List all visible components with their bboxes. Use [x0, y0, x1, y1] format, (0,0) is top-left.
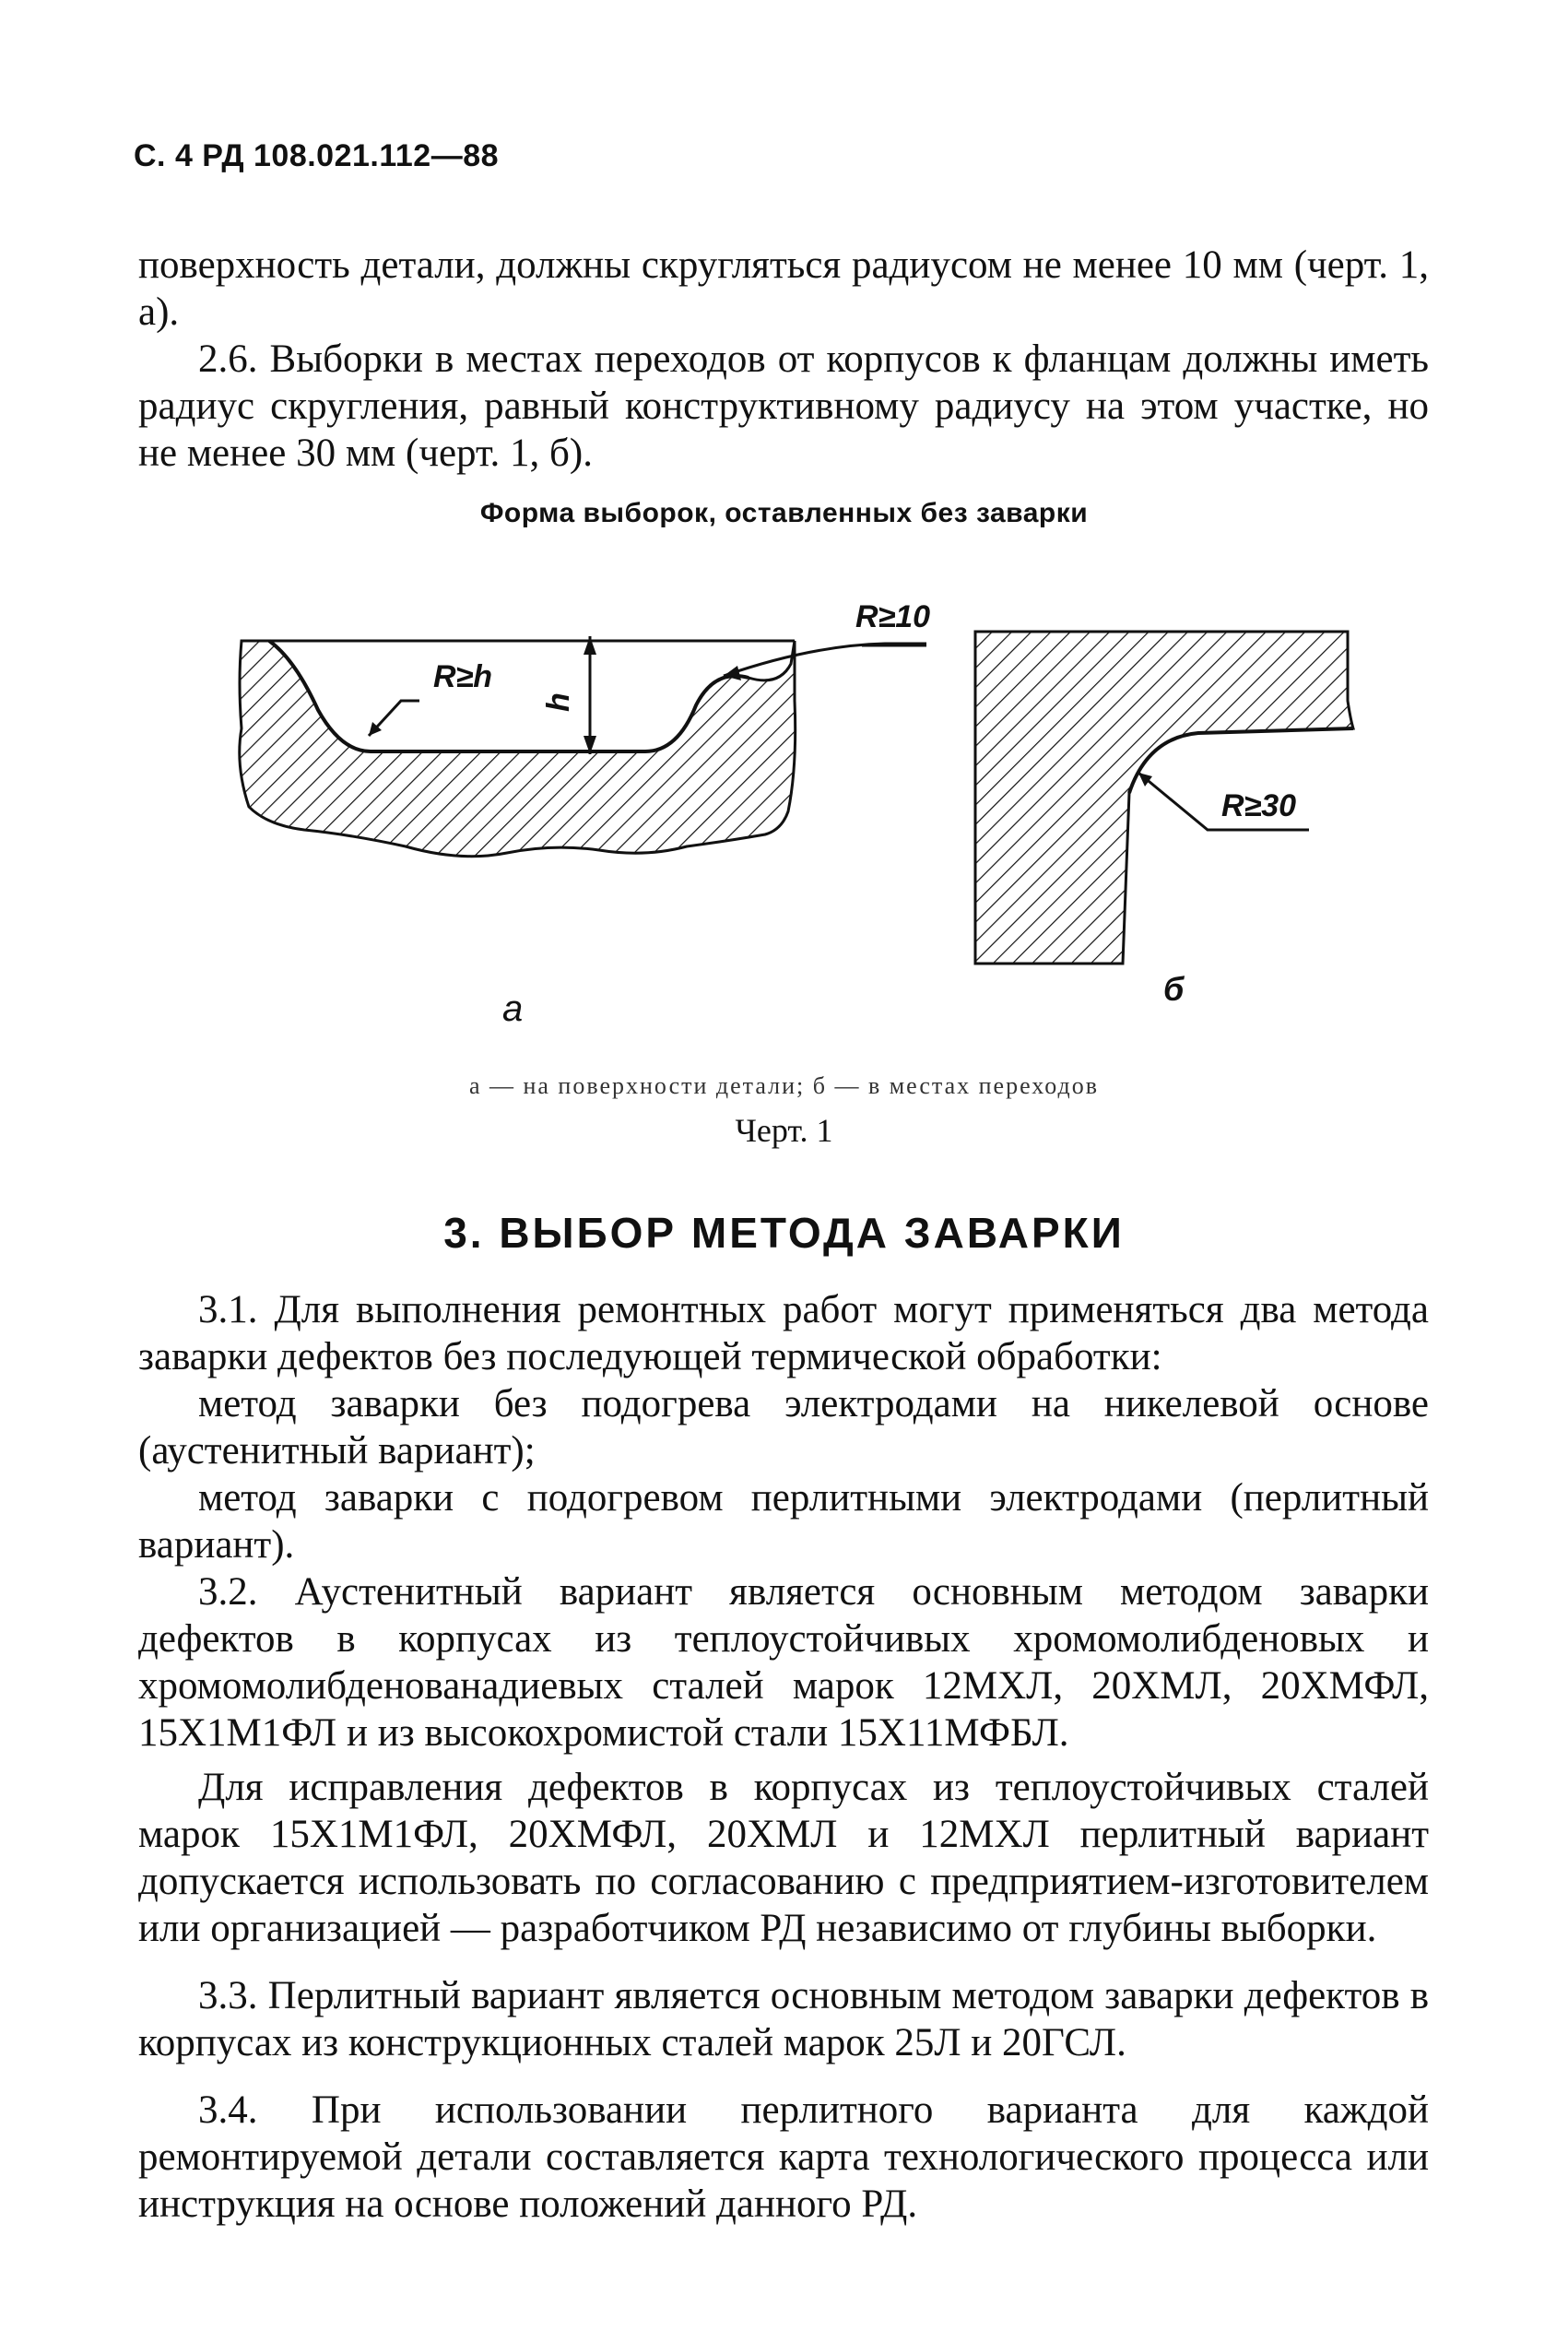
section-title: 3. ВЫБОР МЕТОДА ЗАВАРКИ: [443, 1209, 1125, 1257]
paragraph-3-1: 3.1. Для выполнения ремонтных работ могут применяться два метода заварки дефектов без последующей термической обработки:: [138, 1288, 1429, 1378]
subfigure-label-a: а: [502, 988, 524, 1029]
figure-number: Черт. 1: [735, 1112, 833, 1149]
paragraph-3-3: 3.3. Перлитный вариант является основным методом заварки дефектов в корпусах из конструкционных сталей марок 25Л и 20ГСЛ.: [138, 1974, 1429, 2064]
paragraph-3-2-b: Для исправления дефектов в корпусах из теплоустойчивых сталей марок 15Х1М1ФЛ, 20ХМФЛ, 20ХМЛ и 12МХЛ перлитный вариант допускается использовать по согласованию с предприятием-изготовителем или организацией — разработчиком РД независимо от глубины выборки.: [138, 1766, 1429, 1950]
label-r-h: R≥h: [433, 659, 492, 694]
figure-a-part: [240, 636, 926, 857]
label-r-10: R≥10: [855, 599, 931, 634]
subfigure-label-b: б: [1163, 970, 1185, 1008]
paragraph-continuation: поверхность детали, должны скругляться радиусом не менее 10 мм (черт. 1, а).: [138, 243, 1429, 334]
figure-title: Форма выборок, оставленных без заварки: [479, 498, 1089, 528]
section-3-text: [138, 1286, 1429, 2228]
figure-drawing: [0, 0, 1568, 1060]
page-header: С. 4 РД 108.021.112—88: [134, 138, 500, 173]
paragraph-3-1-a: метод заварки без подогрева электродами на никелевой основе (аустенитный вариант);: [138, 1382, 1429, 1473]
paragraph-2-6: 2.6. Выборки в местах переходов от корпусов к фланцам должны иметь радиус скругления, равный конструктивному радиусу на этом участке, но не менее 30 мм (черт. 1, б).: [138, 337, 1429, 475]
paragraph-3-2: 3.2. Аустенитный вариант является основным методом заварки дефектов в корпусах из теплоустойчивых хромомолибденовых и хромомолибденованадиевых сталей марок 12МХЛ, 20ХМЛ, 20ХМФЛ, 15Х1М1ФЛ и из высокохромистой стали 15Х11МФБЛ.: [138, 1570, 1429, 1755]
label-h: h: [541, 692, 576, 712]
paragraph-3-4: 3.4. При использовании перлитного варианта для каждой ремонтируемой детали составляется карта технологического процесса или инструкция на основе положений данного РД.: [138, 2088, 1429, 2226]
figure-caption: а — на поверхности детали; б — в местах переходов: [468, 1072, 1100, 1099]
figure-b-part: [975, 632, 1353, 964]
paragraph-3-1-b: метод заварки с подогревом перлитными электродами (перлитный вариант).: [138, 1476, 1429, 1567]
label-r-30: R≥30: [1221, 788, 1297, 823]
